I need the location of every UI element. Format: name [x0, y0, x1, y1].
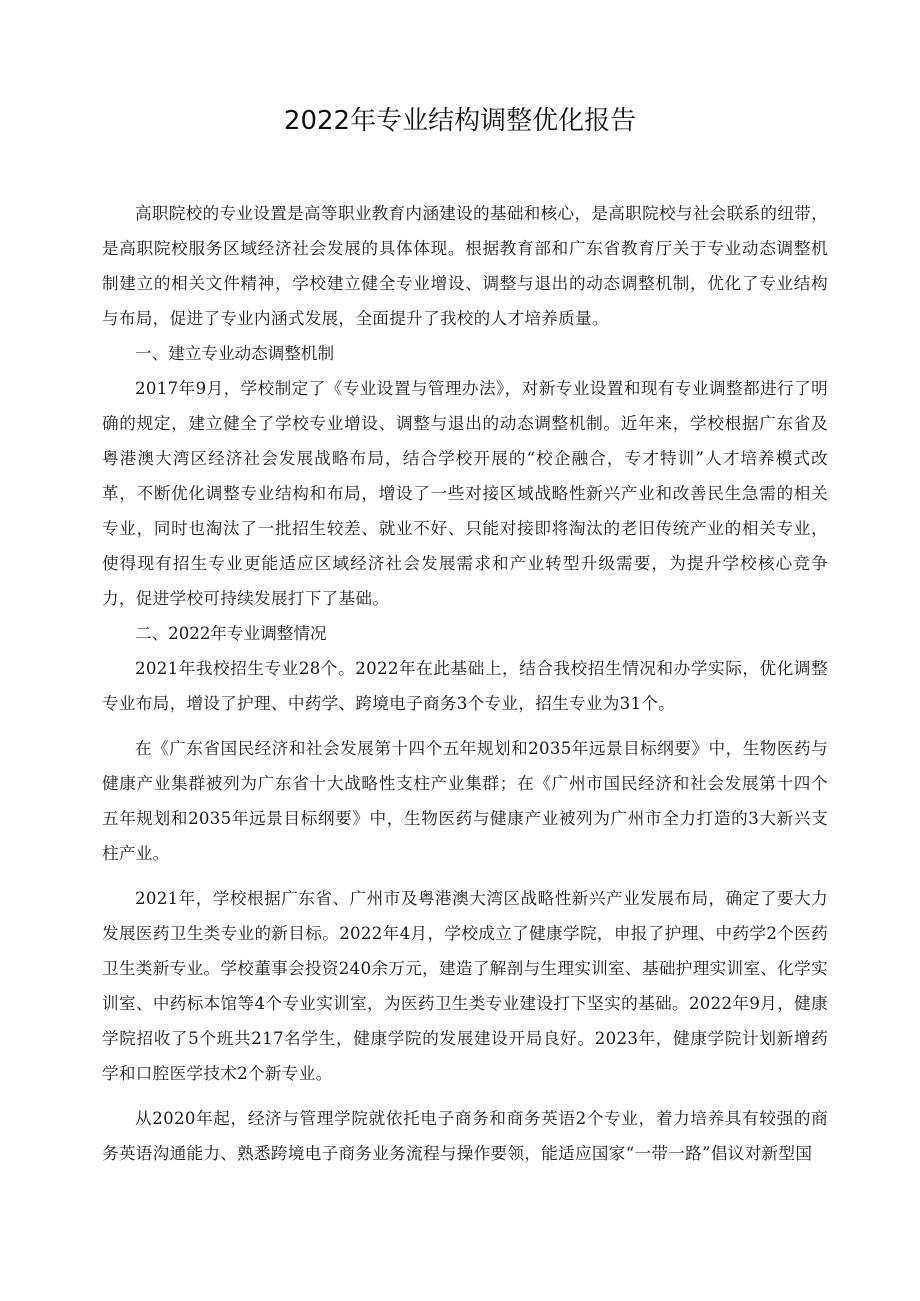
section-heading-1: 一、建立专业动态调整机制 [135, 344, 335, 363]
intro-paragraph: 高职院校的专业设置是高等职业教育内涵建设的基础和核心，是高职院校与社会联系的纽带，是高职院校服务区域经济社会发展的具体体现。根据教育部和广东省教育厅关于专业动态调整机制建立的相关文件精神，学校建立健全专业增设、调整与退出的动态调整机制，优化了专业结构与布局，促进了专业内涵式发展，全面提升了我校的人才培养质量。 [102, 204, 828, 328]
section2-paragraph-4: 从2020年起，经济与管理学院就依托电子商务和商务英语2个专业，着力培养具有较强的商务英语沟通能力、熟悉跨境电子商务业务流程与操作要领，能适应国家“一带一路”倡议对新型国 [102, 1109, 828, 1163]
document-body [102, 196, 828, 1171]
section2-paragraph-1: 2021年我校招生专业28个。2022年在此基础上，结合我校招生情况和办学实际，优化调整专业布局，增设了护理、中药学、跨境电子商务3个专业，招生专业为31个。 [102, 659, 828, 713]
section2-paragraph-2: 在《广东省国民经济和社会发展第十四个五年规划和2035年远景目标纲要》中，生物医药与健康产业集群被列为广东省十大战略性支柱产业集群；在《广州市国民经济和社会发展第十四个五年规划和2035年远景目标纲要》中，生物医药与健康产业被列为广州市全力打造的3大新兴支柱产业。 [102, 739, 828, 863]
document-title: 2022年专业结构调整优化报告 [283, 106, 637, 136]
section2-paragraph-3: 2021年，学校根据广东省、广州市及粤港澳大湾区战略性新兴产业发展布局，确定了要大力发展医药卫生类专业的新目标。2022年4月，学校成立了健康学院，申报了护理、中药学2个医药卫生类新专业。学校董事会投资240余万元，建造了解剖与生理实训室、基础护理实训室、化学实训室、中药标本馆等4个专业实训室，为医药卫生类专业建设打下坚实的基础。2022年9月，健康学院招收了5个班共217名学生，健康学院的发展建设开局良好。2023年，健康学院计划新增药学和口腔医学技术2个新专业。 [102, 889, 828, 1083]
section-heading-2: 二、2022年专业调整情况 [135, 624, 327, 643]
section1-paragraph: 2017年9月，学校制定了《专业设置与管理办法》，对新专业设置和现有专业调整都进行了明确的规定，建立健全了学校专业增设、调整与退出的动态调整机制。近年来，学校根据广东省及粤港澳大湾区经济社会发展战略布局，结合学校开展的“校企融合，专才特训”人才培养模式改革，不断优化调整专业结构和布局，增设了一些对接区域战略性新兴产业和改善民生急需的相关专业，同时也淘汰了一批招生较差、就业不好、只能对接即将淘汰的老旧传统产业的相关专业，使得现有招生专业更能适应区域经济社会发展需求和产业转型升级需要，为提升学校核心竞争力，促进学校可持续发展打下了基础。 [102, 379, 828, 608]
